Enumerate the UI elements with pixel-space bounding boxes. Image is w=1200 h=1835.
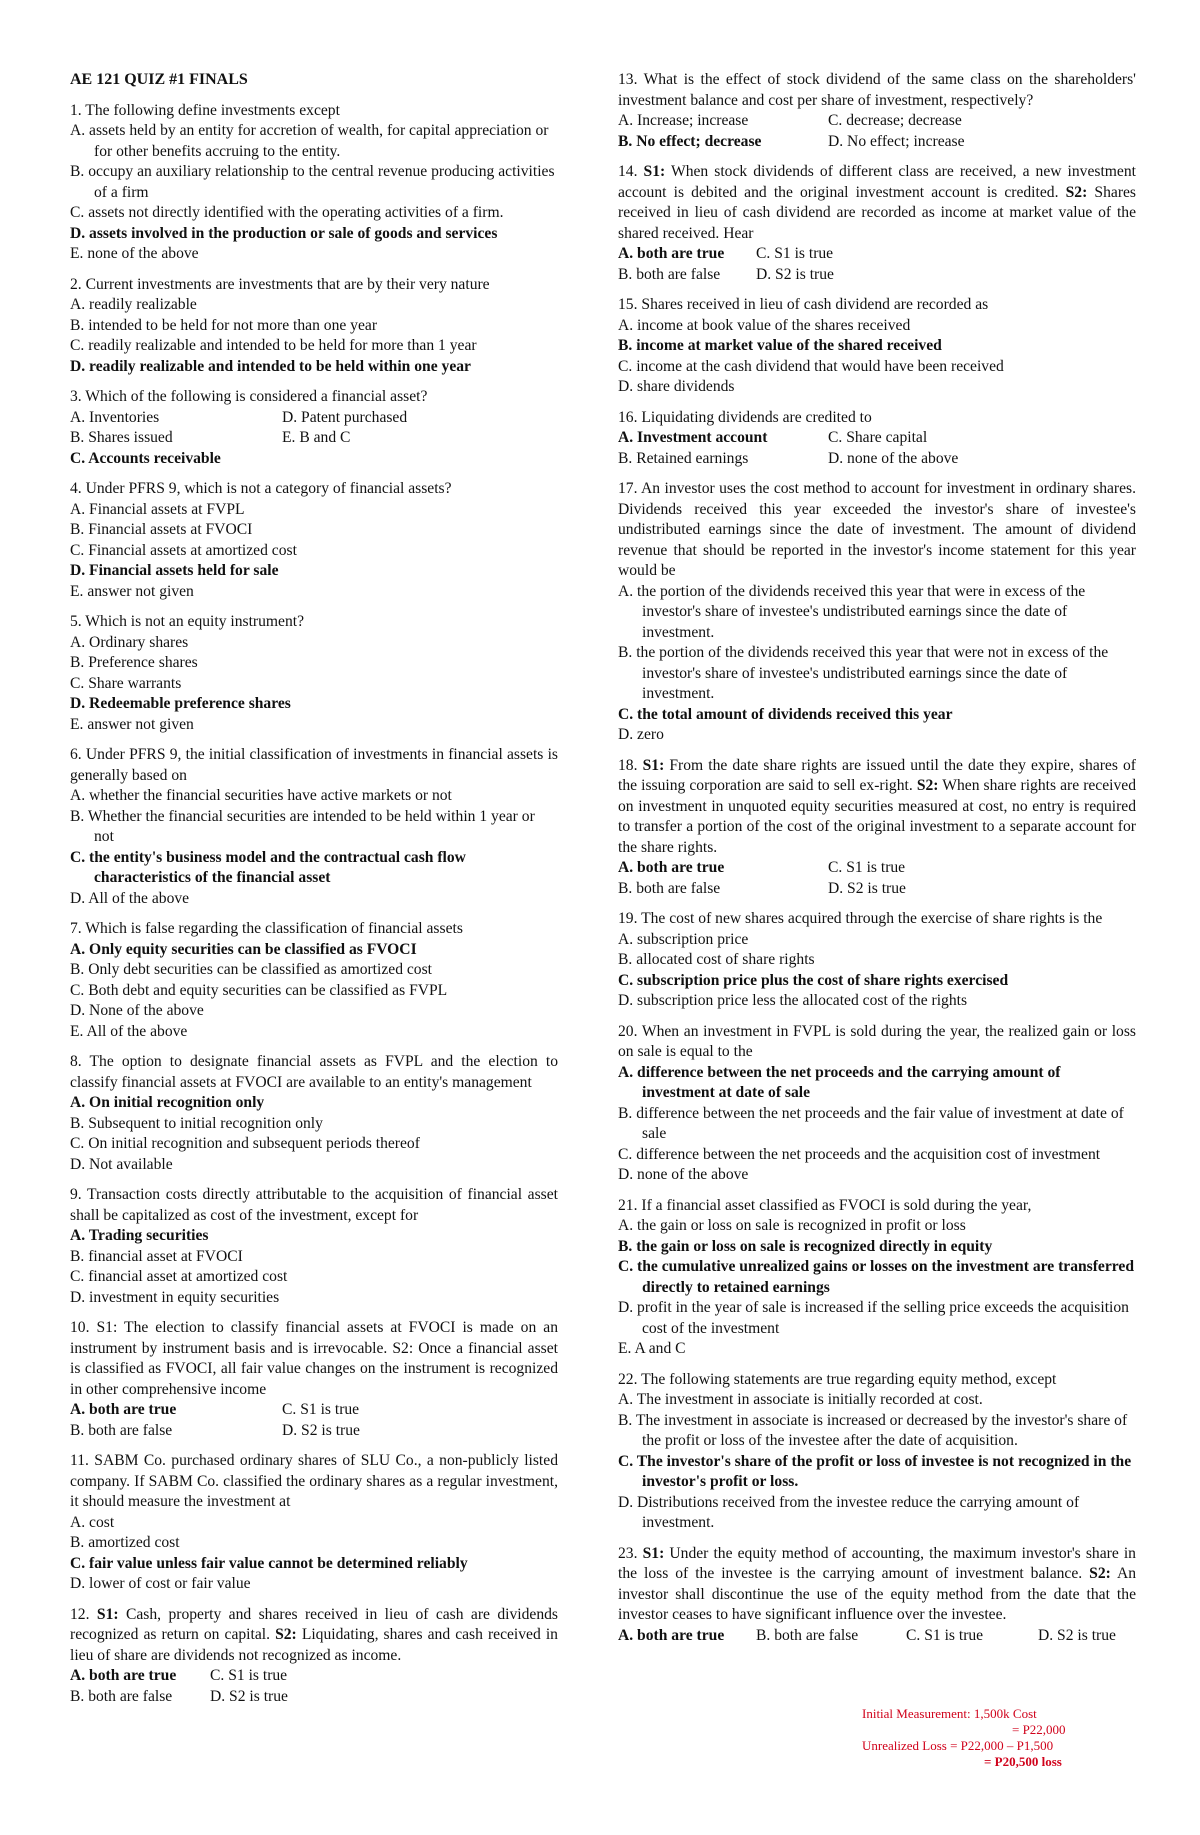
question-stem — [618, 1544, 1136, 1626]
question-6 — [70, 745, 558, 909]
question-stem: 10. S1: The election to classify financial assets at FVOCI is made on an instrument by instrument basis and is irrevocable. S2: Once a financial asset is classified as FVOCI, all fair value changes on the instrument is recognized in other comprehensive income — [70, 1319, 558, 1398]
statement-1-text: From the date share rights are issued until the date they expire, shares of the issuing corporation are said to sell ex-right. — [618, 756, 1136, 794]
option-d: D. Distributions received from the investee reduce the carrying amount of investment. — [618, 1493, 1080, 1531]
statement-1-label: S1: — [642, 1544, 665, 1562]
question-number: 12. — [70, 1605, 90, 1623]
option-a-answer: A. Trading securities — [70, 1227, 209, 1244]
question-stem — [618, 162, 1136, 244]
option-a: A. Ordinary shares — [70, 633, 189, 651]
question-18 — [618, 756, 1136, 900]
option-e: E. B and C — [282, 429, 351, 446]
option-d: D. S2 is true — [756, 265, 834, 283]
option-b: B. Preference shares — [70, 654, 198, 671]
option-b: B. financial asset at FVOCI — [70, 1247, 243, 1265]
question-4 — [70, 479, 558, 602]
option-a-answer: A. difference between the net proceeds and the carrying amount of investment at date of sale — [618, 1063, 1061, 1101]
option-d: D. S2 is true — [1038, 1626, 1116, 1644]
option-a: A. assets held by an entity for accretion of wealth, for capital appreciation or for other benefits accruing to the entity. — [70, 122, 549, 160]
statement-2-label: S2: — [275, 1626, 297, 1643]
option-d: D. None of the above — [70, 1002, 204, 1019]
option-b: B. both are false — [70, 1687, 173, 1705]
option-a-answer: A. both are true — [70, 1667, 177, 1684]
option-d: D. All of the above — [70, 889, 190, 907]
option-c: C. On initial recognition and subsequent periods thereof — [70, 1135, 420, 1152]
option-d-answer: D. Redeemable preference shares — [70, 695, 291, 712]
statement-2-text: When share rights are received on investment in unquoted equity securities measured at cost, no entry is required to transfer a portion of the cost of the original investment to a separate account for the share rights. — [618, 777, 1136, 856]
question-stem: 22. The following statements are true regarding equity method, except — [618, 1370, 1057, 1388]
option-b: B. Retained earnings — [618, 449, 749, 467]
option-a: A. Inventories — [70, 408, 160, 426]
question-number: 23. — [618, 1544, 638, 1562]
option-d-answer: D. assets involved in the production or sale of goods and services — [70, 224, 498, 242]
option-c: C. S1 is true — [906, 1626, 984, 1644]
option-c-answer: C. the entity's business model and the contractual cash flow characteristics of the financial asset — [70, 848, 466, 886]
question-11 — [70, 1451, 558, 1595]
question-stem: 20. When an investment in FVPL is sold during the year, the realized gain or loss on sale is equal to the — [618, 1022, 1136, 1060]
option-d: D. Not available — [70, 1155, 173, 1173]
option-c: C. financial asset at amortized cost — [70, 1268, 288, 1285]
question-3 — [70, 387, 558, 469]
option-b-answer: B. No effect; decrease — [618, 132, 762, 150]
statement-1-text: Under the equity method of accounting, the maximum investor's share in the loss of the investee is the carrying amount of investment balance. — [618, 1544, 1136, 1582]
option-b: B. occupy an auxiliary relationship to the central revenue producing activities of a firm — [70, 163, 555, 201]
option-e: E. All of the above — [70, 1022, 188, 1040]
question-stem: 7. Which is false regarding the classification of financial assets — [70, 920, 463, 937]
option-b: B. Financial assets at FVOCI — [70, 521, 253, 538]
option-d: D. S2 is true — [282, 1421, 360, 1439]
statement-2-label: S2: — [1089, 1565, 1111, 1582]
option-b: B. Whether the financial securities are intended to be held within 1 year or not — [70, 807, 535, 845]
option-d: D. investment in equity securities — [70, 1288, 280, 1306]
option-c-answer: C. Accounts receivable — [70, 449, 221, 467]
question-20 — [618, 1022, 1136, 1186]
option-d: D. share dividends — [618, 378, 735, 395]
option-c: C. Share warrants — [70, 674, 182, 692]
option-a: A. the portion of the dividends received this year that were in excess of the investor's share of investee's undistributed earnings since the date of investment. — [618, 582, 1086, 641]
option-c: C. Financial assets at amortized cost — [70, 541, 297, 559]
question-stem: 4. Under PFRS 9, which is not a category of financial assets? — [70, 480, 452, 497]
option-c: C. income at the cash dividend that would have been received — [618, 357, 1004, 375]
option-d: D. lower of cost or fair value — [70, 1575, 251, 1592]
option-a-answer: A. both are true — [618, 859, 725, 876]
option-b: B. The investment in associate is increased or decreased by the investor's share of the profit or loss of the investee after the date of acquisition. — [618, 1411, 1128, 1449]
option-b: B. Shares issued — [70, 429, 173, 446]
option-a: A. Increase; increase — [618, 112, 749, 129]
question-5 — [70, 612, 558, 735]
option-d: D. subscription price less the allocated cost of the rights — [618, 992, 968, 1009]
option-a: A. readily realizable — [70, 296, 197, 313]
option-d: D. zero — [618, 726, 664, 743]
option-d-answer: D. readily realizable and intended to be held within one year — [70, 357, 471, 375]
option-a: A. subscription price — [618, 930, 749, 948]
option-d: D. none of the above — [618, 1166, 749, 1183]
option-b: B. both are false — [618, 265, 721, 283]
option-b: B. allocated cost of share rights — [618, 951, 815, 968]
question-stem: 2. Current investments are investments that are by their very nature — [70, 275, 490, 293]
option-e: E. none of the above — [70, 245, 199, 262]
option-c-answer: C. the total amount of dividends received this year — [618, 705, 953, 723]
option-a-answer: A. On initial recognition only — [70, 1094, 265, 1111]
option-a-answer: A. both are true — [618, 1626, 725, 1644]
option-e: E. answer not given — [70, 715, 194, 733]
option-a-answer: A. Only equity securities can be classified as FVOCI — [70, 940, 417, 958]
option-a: A. Financial assets at FVPL — [70, 500, 245, 518]
option-c-answer: C. fair value unless fair value cannot be determined reliably — [70, 1554, 468, 1572]
statement-1-label: S1: — [642, 756, 665, 774]
option-a-answer: A. both are true — [70, 1401, 177, 1418]
statement-1-text: Cash, property and shares received in lieu of cash are dividends recognized as return on capital. — [70, 1605, 559, 1643]
option-c-answer: C. The investor's share of the profit or loss of investee is not recognized in the investor's profit or loss. — [618, 1452, 1132, 1490]
option-b: B. the portion of the dividends received this year that were not in excess of the investor's share of investee's undistributed earnings since the date of investment. — [618, 644, 1109, 702]
question-number: 18. — [618, 756, 638, 774]
option-d-answer: D. Financial assets held for sale — [70, 562, 279, 579]
question-stem: 11. SABM Co. purchased ordinary shares of SLU Co., a non-publicly listed company. If SABM Co. classified the ordinary shares as a regular investment, it should measure the investment at — [70, 1452, 558, 1510]
option-b-answer: B. the gain or loss on sale is recognized directly in equity — [618, 1237, 993, 1255]
page-title: AE 121 QUIZ #1 FINALS — [70, 71, 248, 88]
question-stem: 16. Liquidating dividends are credited to — [618, 408, 872, 426]
right-column — [618, 70, 1136, 1656]
statement-2-label: S2: — [1065, 183, 1088, 201]
option-c: C. Both debt and equity securities can be classified as FVPL — [70, 981, 448, 999]
statement-1-label: S1: — [96, 1605, 119, 1623]
option-c: C. decrease; decrease — [828, 112, 962, 129]
question-stem: 21. If a financial asset classified as FVOCI is sold during the year, — [618, 1196, 1032, 1214]
question-stem: 9. Transaction costs directly attributable to the acquisition of financial asset shall be capitalized as cost of the investment, except for — [70, 1186, 558, 1224]
statement-2-text: Shares received in lieu of cash dividend are recorded as income at market value of the shared received. Hear — [618, 183, 1136, 242]
statement-1-text: When stock dividends of different class are received, a new investment account is debited and the original investment account is credited. — [618, 163, 1136, 201]
option-b: B. both are false — [618, 879, 721, 897]
option-a: A. cost — [70, 1513, 115, 1531]
question-stem: 15. Shares received in lieu of cash dividend are recorded as — [618, 296, 989, 313]
left-column — [70, 70, 558, 1717]
statement-2-label: S2: — [916, 777, 939, 794]
statement-1-label: S1: — [643, 163, 666, 180]
option-a: A. whether the financial securities have active markets or not — [70, 787, 452, 804]
option-b: B. both are false — [756, 1626, 859, 1644]
option-c: C. S1 is true — [210, 1667, 288, 1684]
option-a-answer: A. both are true — [618, 245, 725, 262]
option-b: B. Subsequent to initial recognition only — [70, 1114, 323, 1132]
question-9 — [70, 1185, 558, 1308]
option-c: C. S1 is true — [828, 859, 906, 876]
question-8 — [70, 1052, 558, 1175]
annotation-line-1: Initial Measurement: 1,500k Cost — [862, 1706, 1037, 1721]
option-c: C. assets not directly identified with the operating activities of a firm. — [70, 204, 504, 221]
option-b: B. intended to be held for not more than one year — [70, 316, 378, 334]
option-d: D. No effect; increase — [828, 132, 965, 150]
question-stem — [70, 1605, 558, 1667]
question-number: 14. — [618, 163, 638, 180]
option-a: A. income at book value of the shares received — [618, 316, 911, 334]
question-stem: 13. What is the effect of stock dividend of the same class on the shareholders' investment balance and cost per share of investment, respectively? — [618, 71, 1136, 109]
question-stem: 17. An investor uses the cost method to account for investment in ordinary shares. Dividends received this year exceeded the investor's share of investee's undistributed earnings since the date of investment. The amount of dividend revenue that should be reported in the investor's income statement for this year would be — [618, 480, 1136, 579]
option-c-answer: C. subscription price plus the cost of share rights exercised — [618, 971, 1009, 989]
option-c: C. difference between the net proceeds and the acquisition cost of investment — [618, 1145, 1101, 1163]
question-stem: 1. The following define investments except — [70, 101, 340, 119]
question-12 — [70, 1605, 558, 1708]
option-b: B. both are false — [70, 1421, 173, 1439]
question-16 — [618, 408, 1136, 470]
question-14 — [618, 162, 1136, 285]
annotation-line-3: Unrealized Loss = P22,000 – P1,500 — [862, 1738, 1054, 1753]
option-d: D. none of the above — [828, 449, 959, 467]
option-b-answer: B. income at market value of the shared received — [618, 337, 942, 354]
option-d: D. S2 is true — [210, 1687, 288, 1705]
question-21 — [618, 1196, 1136, 1360]
question-17 — [618, 479, 1136, 746]
question-stem: 19. The cost of new shares acquired through the exercise of share rights is the — [618, 910, 1103, 927]
option-a-answer: A. Investment account — [618, 429, 768, 446]
option-d: D. profit in the year of sale is increased if the selling price exceeds the acquisition cost of the investment — [618, 1299, 1129, 1337]
option-e: E. answer not given — [70, 582, 194, 600]
option-b: B. amortized cost — [70, 1534, 180, 1551]
question-stem: 3. Which of the following is considered a financial asset? — [70, 388, 428, 405]
option-e: E. A and C — [618, 1340, 686, 1357]
question-stem: 8. The option to designate financial assets as FVPL and the election to classify financial assets at FVOCI are available to an entity's management — [70, 1053, 558, 1091]
option-d: D. Patent purchased — [282, 408, 408, 426]
annotation-line-4: = P20,500 loss — [984, 1754, 1062, 1769]
option-c: C. readily realizable and intended to be held for more than 1 year — [70, 337, 477, 354]
option-c: C. S1 is true — [282, 1401, 360, 1418]
option-c-answer: C. the cumulative unrealized gains or losses on the investment are transferred directly to retained earnings — [618, 1258, 1134, 1296]
option-b: B. Only debt securities can be classified as amortized cost — [70, 961, 433, 978]
option-a: A. The investment in associate is initially recorded at cost. — [618, 1391, 983, 1408]
option-c: C. S1 is true — [756, 245, 834, 262]
statement-2-text: An investor shall discontinue the use of the equity method from the date that the investor ceases to have significant influence over the investee. — [618, 1565, 1136, 1623]
question-10 — [70, 1318, 558, 1441]
option-b: B. difference between the net proceeds and the fair value of investment at date of sale — [618, 1104, 1124, 1142]
option-c: C. Share capital — [828, 429, 928, 446]
question-1 — [70, 101, 558, 265]
option-d: D. S2 is true — [828, 879, 906, 897]
question-stem: 6. Under PFRS 9, the initial classification of investments in financial assets is generally based on — [70, 746, 558, 784]
question-2 — [70, 275, 558, 378]
statement-2-text: Liquidating, shares and cash received in lieu of share are dividends not recognized as income. — [70, 1626, 558, 1664]
question-13 — [618, 70, 1136, 152]
question-15 — [618, 295, 1136, 398]
option-a: A. the gain or loss on sale is recognized in profit or loss — [618, 1217, 966, 1234]
question-23 — [618, 1544, 1136, 1647]
question-19 — [618, 909, 1136, 1012]
question-stem — [618, 756, 1136, 859]
question-22 — [618, 1370, 1136, 1534]
annotation-line-2: = P22,000 — [1012, 1722, 1066, 1737]
question-7 — [70, 919, 558, 1042]
question-stem: 5. Which is not an equity instrument? — [70, 613, 305, 630]
